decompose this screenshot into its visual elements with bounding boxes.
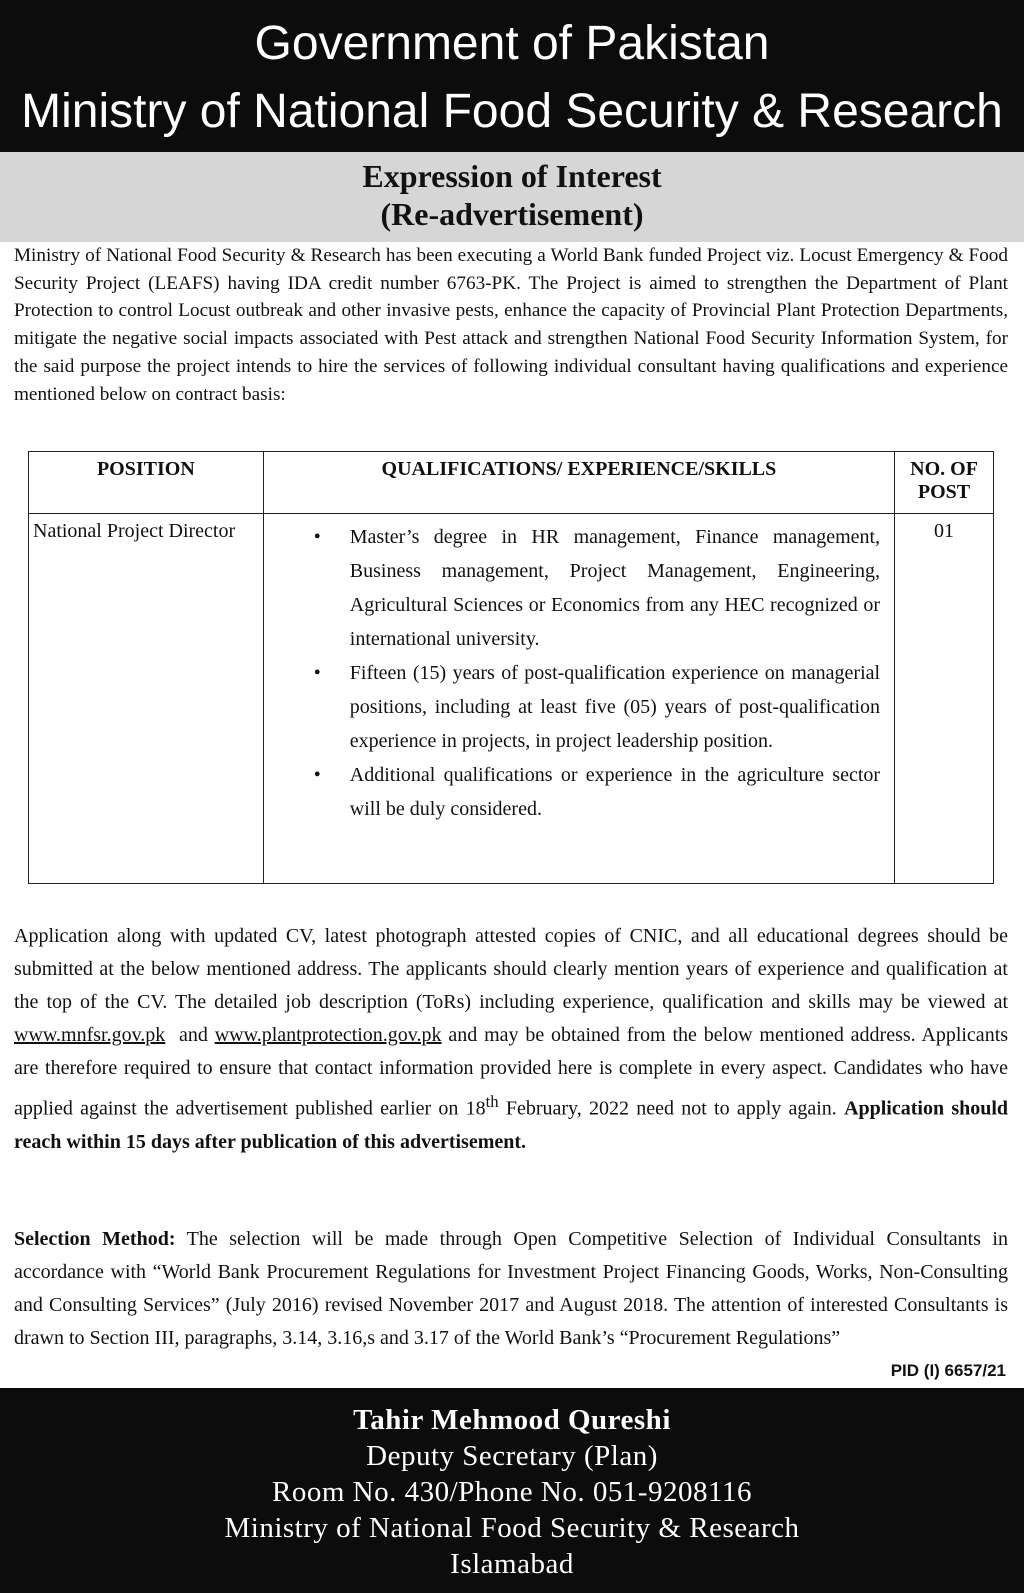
application-text-3: February, 2022 need not to apply again.: [505, 1097, 837, 1120]
bullet-icon: •: [313, 526, 321, 548]
qualifications-list: [298, 520, 880, 826]
bullet-icon: •: [313, 662, 321, 684]
table-row: [29, 514, 994, 884]
post-count-cell: 01: [895, 514, 994, 884]
contact-room-phone: Room No. 430/Phone No. 051-9208116: [272, 1476, 752, 1508]
pid-number: PID (I) 6657/21: [890, 1361, 1006, 1380]
notice-subtitle: (Re-advertisement): [380, 196, 644, 232]
position-cell: National Project Director: [29, 514, 264, 884]
list-item: [313, 656, 881, 758]
contact-ministry: Ministry of National Food Security & Research: [224, 1512, 800, 1544]
list-item: [313, 758, 881, 826]
table-header-row: [29, 452, 994, 514]
qualification-text: Fifteen (15) years of post-qualification experience on managerial positions, including at least five (05) years of post-qualification experience in projects, in project leadership position.: [349, 662, 881, 752]
list-item: [313, 520, 881, 656]
contact-footer: [0, 1388, 1024, 1593]
header-banner: [0, 0, 1024, 152]
selection-paragraph: [14, 1223, 1008, 1355]
notice-title: Expression of Interest: [362, 158, 662, 194]
contact-city: Islamabad: [450, 1548, 574, 1580]
application-paragraph: [14, 920, 1008, 1159]
plantprotection-link[interactable]: www.plantprotection.gov.pk: [214, 1024, 442, 1046]
qualifications-cell: [263, 514, 894, 884]
application-text-2: and may be obtained from the below mentioned address. Applicants are therefore required to ensure that contact information provided here is complete in every aspect. Candidates who have applied against the advertisement published earlier on 18: [14, 1024, 1009, 1120]
contact-name: Tahir Mehmood Qureshi: [353, 1404, 671, 1436]
application-text: Application along with updated CV, latest photograph attested copies of CNIC, and all educational degrees should be submitted at the below mentioned address. The applicants should clearly mention years of experience and qualification at the top of the CV. The detailed job description (ToRs) including experience, qualification and skills may be viewed at: [14, 925, 1008, 1013]
bullet-icon: •: [313, 764, 321, 786]
notice-banner: [0, 152, 1024, 242]
contact-designation: Deputy Secretary (Plan): [366, 1440, 658, 1472]
selection-text: The selection will be made through Open Competitive Selection of Individual Consultants in accordance with “World Bank Procurement Regulations for Investment Project Financing Goods, Works, Non-Consulting and Consulting Services” (July 2016) revised November 2017 and August 2018. The attention of interested Consultants is drawn to Section III, paragraphs, 3.14, 3.16,s and 3.17 of the World Bank’s “Procurement Regulations”: [14, 1228, 1008, 1349]
qualification-text: Master’s degree in HR management, Finance management, Business management, Project Management, Engineering, Agricultural Sciences or Economics from any HEC recognized or international university.: [349, 526, 881, 650]
header-position: POSITION: [29, 452, 264, 514]
header-no-of-post: NO. OF POST: [895, 452, 994, 514]
ministry-title: Ministry of National Food Security & Research: [21, 85, 1003, 138]
deadline-text: Application should reach within 15 days after publication of this advertisement.: [14, 1097, 1009, 1153]
positions-table: [28, 451, 994, 884]
government-title: Government of Pakistan: [254, 17, 770, 70]
selection-label: Selection Method:: [14, 1228, 176, 1250]
header-qualifications: QUALIFICATIONS/ EXPERIENCE/SKILLS: [263, 452, 894, 514]
qualification-text: Additional qualifications or experience in the agriculture sector will be duly considered.: [349, 764, 881, 820]
date-superscript: th: [485, 1092, 499, 1111]
mnfsr-link[interactable]: www.mnfsr.gov.pk: [14, 1024, 166, 1046]
and-text: and: [178, 1024, 208, 1046]
intro-paragraph: Ministry of National Food Security & Research has been executing a World Bank funded Project viz. Locust Emergency & Food Security Project (LEAFS) having IDA credit number 6763-PK. The Project is aimed to strengthen the Department of Plant Protection to control Locust outbreak and other invasive pests, enhance the capacity of Provincial Plant Protection Departments, mitigate the negative social impacts associated with Pest attack and strengthen National Food Security Information System, for the said purpose the project intends to hire the services of following individual consultant having qualifications and experience mentioned below on contract basis:: [14, 245, 1008, 405]
